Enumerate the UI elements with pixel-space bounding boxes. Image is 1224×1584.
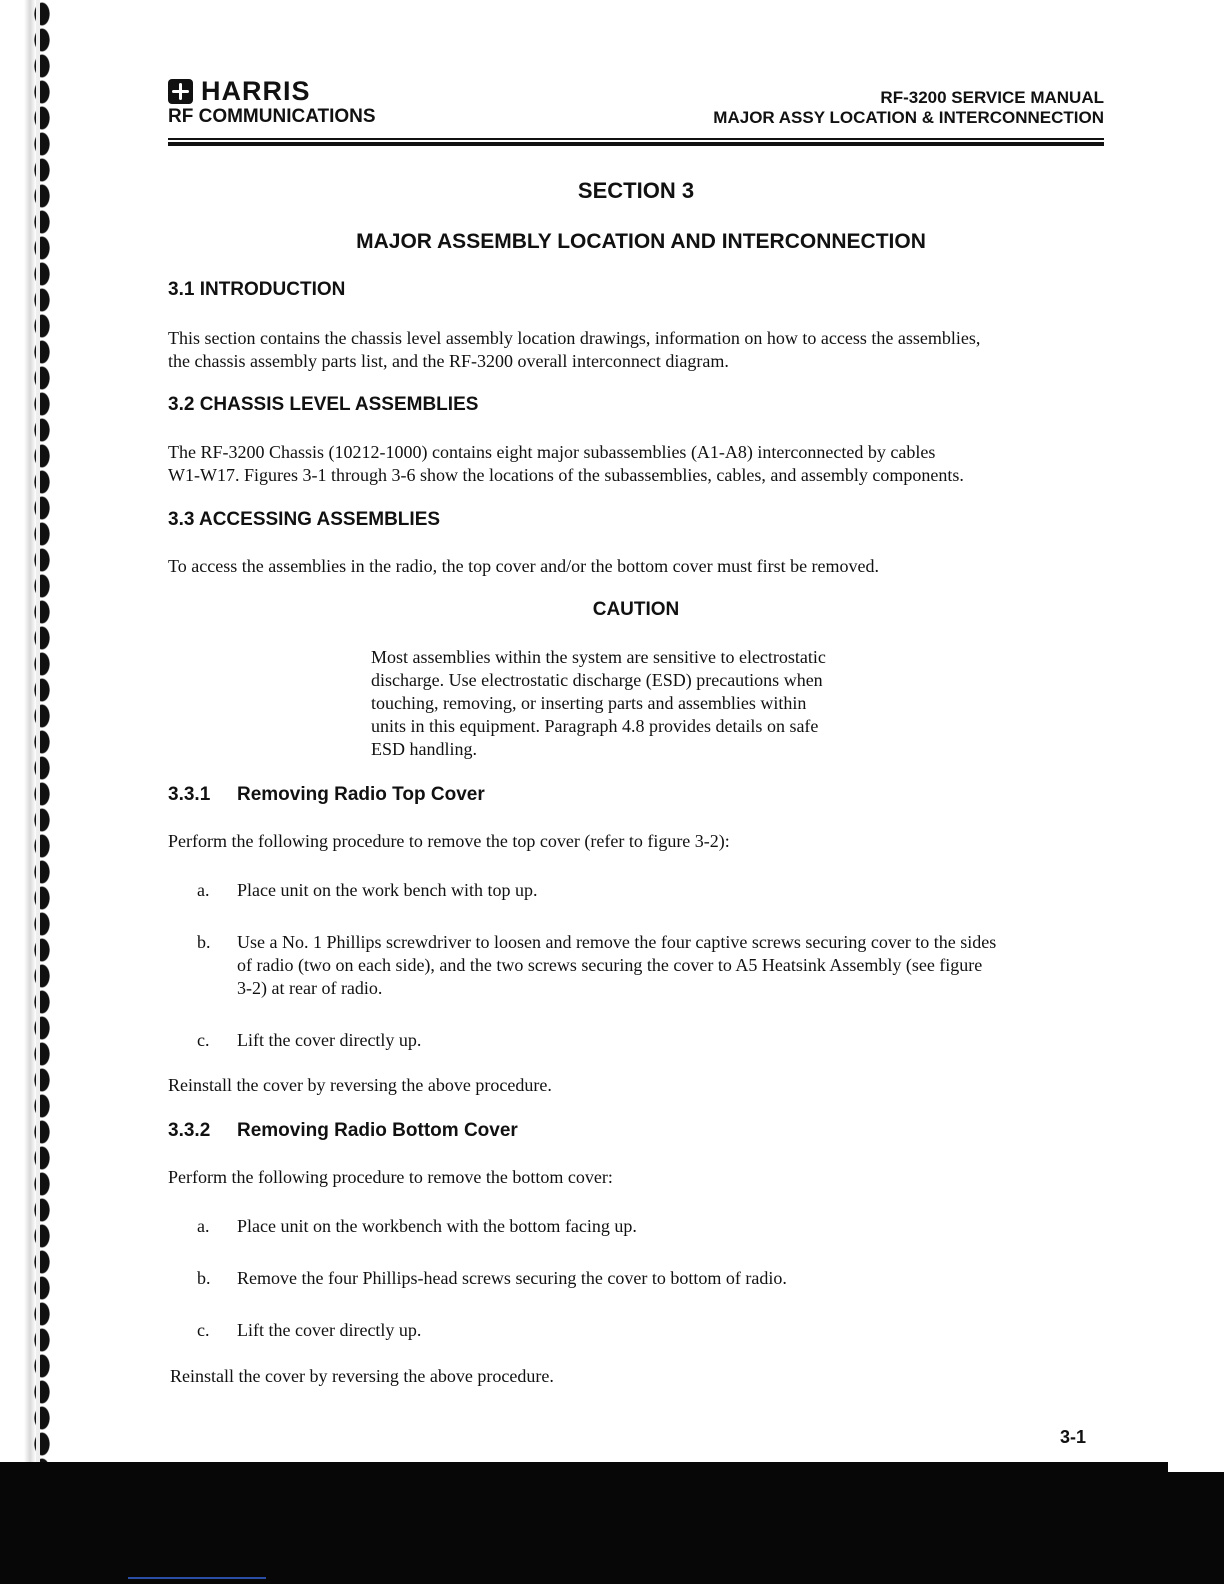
step-text: Remove the four Phillips-head screws securing the cover to bottom of radio.: [237, 1268, 787, 1288]
manual-title: RF-3200 SERVICE MANUAL: [880, 88, 1104, 107]
step-text: Lift the cover directly up.: [237, 1030, 422, 1050]
page-number: 3-1: [1059, 1427, 1086, 1447]
text-line: 3-2) at rear of radio.: [237, 978, 383, 998]
harris-logo-icon: [168, 79, 193, 104]
text-line: discharge. Use electrostatic discharge (ESD) precautions when: [371, 670, 823, 690]
step-marker: b.: [197, 932, 211, 952]
text-line: Most assemblies within the system are sensitive to electrostatic: [371, 647, 826, 667]
company-name: RF COMMUNICATIONS: [168, 106, 376, 127]
intro-3-3-1: Perform the following procedure to remove the top cover (refer to figure 3-2):: [168, 831, 730, 851]
section-number: SECTION 3: [577, 178, 695, 203]
heading-3-3-2-number: 3.3.2: [168, 1120, 211, 1141]
step-text: Place unit on the work bench with top up.: [237, 880, 538, 900]
text-line: ESD handling.: [371, 739, 477, 759]
text-line: of radio (two on each side), and the two screws securing the cover to A5 Heatsink Assembly (see figure: [237, 955, 983, 975]
manual-subtitle: MAJOR ASSY LOCATION & INTERCONNECTION: [713, 108, 1104, 127]
step-text: Lift the cover directly up.: [237, 1320, 422, 1340]
step-text: Place unit on the workbench with the bottom facing up.: [237, 1216, 637, 1236]
page-header: [168, 76, 1104, 148]
outro-3-3-2: Reinstall the cover by reversing the above procedure.: [170, 1366, 554, 1386]
header-rule-thick: [168, 142, 1104, 146]
harris-logo: [168, 76, 311, 106]
heading-3-3-2-title: Removing Radio Bottom Cover: [237, 1120, 518, 1141]
heading-3-3-1-title: Removing Radio Top Cover: [237, 784, 485, 805]
heading-3-3: 3.3 ACCESSING ASSEMBLIES: [168, 509, 441, 530]
text-line: units in this equipment. Paragraph 4.8 provides details on safe: [371, 716, 819, 736]
text-line: W1-W17. Figures 3-1 through 3-6 show the locations of the subassemblies, cables, and assembly components.: [168, 465, 964, 485]
text-line: This section contains the chassis level assembly location drawings, information on how to access the assemblies,: [168, 328, 981, 348]
paragraph-3-3: To access the assemblies in the radio, the top cover and/or the bottom cover must first be removed.: [168, 556, 880, 576]
heading-3-1: 3.1 INTRODUCTION: [168, 279, 346, 300]
heading-3-2: 3.2 CHASSIS LEVEL ASSEMBLIES: [168, 394, 479, 415]
step-marker: c.: [197, 1320, 210, 1340]
step-marker: b.: [197, 1268, 211, 1288]
step-marker: c.: [197, 1030, 210, 1050]
text-line: touching, removing, or inserting parts and assemblies within: [371, 693, 807, 713]
scan-blue-line: [128, 1577, 266, 1579]
section-title: MAJOR ASSEMBLY LOCATION AND INTERCONNECTION: [356, 230, 926, 253]
paragraph-3-2: [168, 441, 1108, 487]
text-line: The RF-3200 Chassis (10212-1000) contains eight major subassemblies (A1-A8) interconnected by cables: [168, 442, 936, 462]
scan-bottom-band: [0, 1462, 1224, 1584]
outro-3-3-1: Reinstall the cover by reversing the above procedure.: [168, 1075, 552, 1095]
binding-edge: [0, 0, 52, 1584]
intro-3-3-2: Perform the following procedure to remove the bottom cover:: [168, 1167, 613, 1187]
logo-text: HARRIS: [201, 75, 311, 106]
caution-label: CAUTION: [592, 599, 680, 620]
step-marker: a.: [197, 1216, 210, 1236]
text-line: Use a No. 1 Phillips screwdriver to loosen and remove the four captive screws securing cover to the sides: [237, 932, 997, 952]
text-line: the chassis assembly parts list, and the RF-3200 overall interconnect diagram.: [168, 351, 729, 371]
binding-strip: [36, 0, 40, 1584]
heading-3-3-1-number: 3.3.1: [168, 784, 211, 805]
paragraph-3-1: [168, 327, 1108, 373]
scan-gap: [1168, 1462, 1224, 1472]
header-rule-thin: [168, 138, 1104, 140]
caution-text: [371, 646, 911, 761]
step-marker: a.: [197, 880, 210, 900]
step-text: [237, 931, 1112, 1000]
